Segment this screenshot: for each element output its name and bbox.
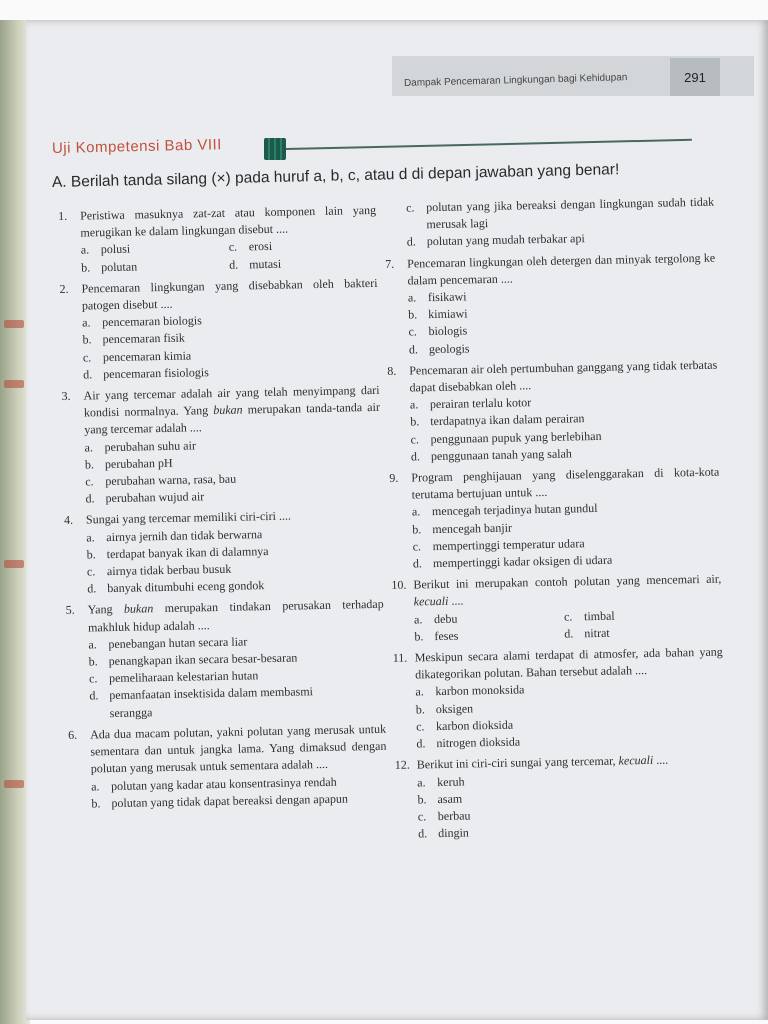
option-letter[interactable]: b. bbox=[84, 457, 95, 472]
option-text: perairan terlalu kotor bbox=[429, 395, 532, 412]
option-text: karbon dioksida bbox=[435, 717, 514, 733]
question-stem: Pencemaran air oleh pertumbuhan ganggang yang tidak terbatas dapat disebabkan oleh .... bbox=[409, 357, 718, 395]
spine-mark bbox=[4, 560, 24, 568]
option-letter[interactable]: c. bbox=[406, 200, 415, 215]
option-letter[interactable]: b. bbox=[410, 414, 420, 429]
option-letter[interactable]: b. bbox=[408, 307, 418, 322]
option-text: penggunaan pupuk yang berlebihan bbox=[430, 428, 602, 446]
option-letter[interactable]: b. bbox=[81, 260, 91, 275]
option-text: asam bbox=[437, 791, 463, 806]
option-letter[interactable]: c. bbox=[88, 671, 98, 686]
option-text: keruh bbox=[437, 774, 465, 789]
option-text: polutan bbox=[101, 259, 138, 274]
question-10 bbox=[391, 571, 722, 646]
question-11 bbox=[393, 644, 725, 754]
option-letter[interactable]: d. bbox=[406, 234, 416, 249]
question-number: 8. bbox=[387, 363, 397, 378]
option-letter[interactable]: d. bbox=[89, 688, 99, 703]
option-letter[interactable]: a. bbox=[411, 504, 421, 519]
option-text: terdapat banyak ikan di dalamnya bbox=[106, 543, 269, 561]
option-text: polutan yang mudah terbakar api bbox=[426, 231, 585, 249]
option-letter[interactable]: c. bbox=[410, 432, 420, 447]
right-column bbox=[384, 194, 726, 848]
question-8 bbox=[387, 356, 719, 466]
option-text: erosi bbox=[248, 239, 273, 254]
question-stem: Program penghijauan yang diselenggarakan di kota-kota terutama bertujuan untuk .... bbox=[411, 464, 720, 502]
question-stem bbox=[88, 596, 385, 636]
option-letter[interactable]: d. bbox=[412, 556, 423, 571]
option-letter[interactable]: c. bbox=[412, 539, 422, 554]
option-text: nitrat bbox=[584, 625, 610, 641]
chapter-title: Dampak Pencemaran Lingkungan bagi Kehidupan bbox=[403, 72, 628, 89]
option-continuation: serangga bbox=[109, 704, 153, 720]
question-number: 5. bbox=[65, 603, 75, 618]
option-text: pemeliharaan kelestarian hutan bbox=[108, 668, 259, 686]
option-text: perubahan suhu air bbox=[104, 438, 197, 454]
option-text: polutan yang kadar atau konsentrasinya rendah bbox=[110, 774, 337, 793]
stem-emphasis: bukan bbox=[213, 402, 243, 418]
question-number: 9. bbox=[389, 470, 399, 485]
option-letter[interactable]: a. bbox=[80, 242, 90, 257]
option-text: pemanfaatan insektisida dalam membasmi bbox=[109, 684, 314, 703]
option-text: timbal bbox=[583, 608, 615, 623]
spine-mark bbox=[4, 380, 24, 388]
option-text: perubahan pH bbox=[104, 455, 173, 471]
option-text: karbon monoksida bbox=[435, 682, 525, 699]
option-text: mempertinggi temperatur udara bbox=[432, 536, 585, 553]
option-text: berbau bbox=[437, 808, 471, 823]
question-3 bbox=[61, 382, 381, 509]
question-stem: Peristiwa masuknya zat-zat atau komponen lain yang merugikan ke dalam lingkungan disebut .... bbox=[80, 202, 377, 240]
option-text: mempertinggi kadar oksigen di udara bbox=[432, 552, 613, 571]
question-stem: Sungai yang tercemar memiliki ciri-ciri .... bbox=[85, 509, 292, 527]
question-number: 6. bbox=[67, 727, 78, 742]
option-text: perubahan wujud air bbox=[105, 489, 205, 506]
section-title: Uji Kompetensi Bab VIII bbox=[51, 136, 223, 157]
option-letter[interactable]: a. bbox=[82, 315, 91, 330]
option-text: penggunaan tanah yang salah bbox=[430, 446, 572, 463]
option-letter[interactable]: a. bbox=[407, 290, 417, 305]
option-letter[interactable]: d. bbox=[83, 367, 93, 382]
option-letter[interactable]: d. bbox=[87, 581, 97, 596]
option-text: debu bbox=[433, 611, 458, 626]
option-letter[interactable]: d. bbox=[228, 257, 239, 272]
question-6 bbox=[68, 721, 388, 813]
question-number: 11. bbox=[392, 650, 408, 665]
option-text: airnya jernih dan tidak berwarna bbox=[106, 526, 263, 544]
option-letter[interactable]: b. bbox=[82, 332, 92, 347]
option-letter[interactable]: a. bbox=[88, 637, 97, 652]
question-stem: Pencemaran lingkungan oleh detergen dan minyak tergolong ke dalam pencemaran .... bbox=[407, 250, 716, 288]
option-text: mutasi bbox=[248, 256, 282, 271]
option-letter[interactable]: d. bbox=[410, 449, 421, 464]
stem-emphasis: kecuali bbox=[618, 753, 654, 768]
question-1 bbox=[58, 202, 377, 277]
question-number: 2. bbox=[59, 281, 69, 296]
option-text: pencemaran biologis bbox=[102, 313, 202, 330]
option-letter[interactable]: d. bbox=[418, 826, 428, 841]
option-text: dingin bbox=[438, 825, 469, 841]
question-stem bbox=[83, 382, 380, 439]
option-letter[interactable]: a. bbox=[90, 778, 100, 793]
option-text: pencemaran kimia bbox=[102, 348, 192, 364]
stem-part: Berikut ini merupakan contoh polutan yang mencemari air, bbox=[413, 571, 722, 592]
stem-part: merupakan tindakan perusakan terhadap makhluk hidup adalah .... bbox=[87, 597, 384, 635]
option-letter[interactable]: b. bbox=[86, 547, 96, 562]
option-letter[interactable]: c. bbox=[86, 564, 96, 579]
option-text: airnya tidak berbau busuk bbox=[106, 561, 232, 579]
option-text: feses bbox=[434, 628, 459, 643]
option-letter[interactable]: c. bbox=[563, 609, 573, 624]
question-7 bbox=[385, 249, 717, 359]
option-text: polutan yang tidak dapat bereaksi dengan apapun bbox=[111, 791, 349, 810]
option-text: geologis bbox=[428, 341, 470, 356]
option-letter[interactable]: b. bbox=[415, 701, 425, 717]
option-text: biologis bbox=[428, 323, 468, 339]
option-letter[interactable]: a. bbox=[409, 397, 419, 412]
option-text: pencemaran fisiologis bbox=[103, 364, 209, 381]
question-number: 10. bbox=[391, 577, 407, 593]
instruction: A. Berilah tanda silang (×) pada huruf a, b, c, atau d di depan jawaban yang benar! bbox=[51, 161, 620, 191]
option-text: terdapatnya ikan dalam perairan bbox=[430, 411, 585, 429]
option-letter[interactable]: d. bbox=[564, 626, 574, 641]
question-number: 7. bbox=[385, 256, 395, 271]
option-letter[interactable]: a. bbox=[413, 612, 423, 627]
option-letter[interactable]: a. bbox=[86, 530, 95, 545]
option-letter[interactable]: a. bbox=[417, 774, 426, 789]
option-text: mencegah banjir bbox=[432, 520, 513, 536]
stem-part: Berikut ini ciri-ciri sungai yang tercemar, bbox=[416, 753, 619, 772]
spine-mark bbox=[4, 780, 24, 788]
option-letter[interactable]: b. bbox=[417, 791, 427, 807]
option-letter[interactable]: c. bbox=[415, 719, 425, 734]
option-text: penebangan hutan secara liar bbox=[108, 634, 248, 651]
stem-part: Air yang tercemar adalah air yang telah menyimpang dari kondisi normalnya. Yang bbox=[83, 382, 380, 420]
question-stem: Meskipun secara alami terdapat di atmosfer, ada bahan yang dikategorikan polutan. Bahan tersebut adalah .... bbox=[414, 644, 723, 682]
option-text: kimiawi bbox=[428, 306, 468, 322]
stem-part: Yang bbox=[87, 602, 125, 617]
option-text: fisikawi bbox=[427, 289, 467, 305]
option-letter[interactable]: a. bbox=[84, 440, 94, 455]
option-letter[interactable]: c. bbox=[82, 350, 92, 365]
question-stem: Pencemaran lingkungan yang disebabkan oleh bakteri patogen disebut .... bbox=[81, 275, 378, 313]
question-6-continued bbox=[384, 194, 715, 252]
question-9 bbox=[389, 464, 721, 574]
question-4 bbox=[64, 506, 384, 598]
stem-part: .... bbox=[448, 594, 464, 609]
stem-part: .... bbox=[653, 752, 669, 768]
question-2 bbox=[59, 275, 379, 384]
question-12 bbox=[395, 751, 727, 843]
option-letter[interactable]: c. bbox=[417, 809, 427, 824]
stem-part: merupakan tanda-tanda air yang tercemar adalah .... bbox=[84, 400, 381, 437]
option-letter[interactable]: d. bbox=[408, 342, 419, 357]
stem-emphasis: bukan bbox=[123, 601, 154, 617]
left-column bbox=[58, 202, 388, 817]
option-letter[interactable]: c. bbox=[408, 324, 417, 339]
question-stem bbox=[413, 571, 722, 611]
option-text: penangkapan ikan secara besar-besaran bbox=[108, 650, 298, 669]
question-number: 12. bbox=[394, 757, 410, 773]
option-letter[interactable]: b. bbox=[88, 654, 98, 669]
question-5 bbox=[66, 596, 386, 723]
option-text: pencemaran fisik bbox=[102, 331, 185, 347]
option-letter[interactable]: c. bbox=[228, 239, 238, 255]
page-number: 291 bbox=[670, 58, 720, 96]
option-letter[interactable]: b. bbox=[414, 629, 424, 644]
option-letter[interactable]: b. bbox=[91, 795, 101, 811]
option-letter[interactable]: d. bbox=[85, 491, 95, 506]
option-letter[interactable]: c. bbox=[85, 474, 94, 489]
book-icon bbox=[264, 138, 286, 160]
question-stem: Ada dua macam polutan, yakni polutan yang merusak untuk sementara dan untuk jangka lama. Yang dimaksud dengan polutan yang merusak untuk sementara adalah .... bbox=[89, 721, 387, 776]
option-text: polutan yang jika bereaksi dengan lingkungan sudah tidak merusak lagi bbox=[426, 194, 715, 232]
option-text: perubahan warna, rasa, bau bbox=[105, 471, 237, 489]
spine-mark bbox=[4, 320, 24, 328]
option-text: polusi bbox=[100, 242, 131, 257]
question-number: 4. bbox=[63, 513, 74, 528]
question-number: 3. bbox=[61, 388, 71, 403]
option-letter[interactable]: d. bbox=[416, 736, 426, 751]
option-letter[interactable]: a. bbox=[415, 684, 424, 699]
option-letter[interactable]: b. bbox=[412, 522, 422, 537]
option-text: banyak ditumbuhi eceng gondok bbox=[107, 578, 265, 596]
option-text: oksigen bbox=[435, 701, 474, 716]
question-number: 1. bbox=[58, 208, 68, 223]
option-text: nitrogen dioksida bbox=[436, 734, 521, 751]
option-text: mencegah terjadinya hutan gundul bbox=[431, 501, 598, 519]
stem-emphasis: kecuali bbox=[413, 594, 449, 609]
